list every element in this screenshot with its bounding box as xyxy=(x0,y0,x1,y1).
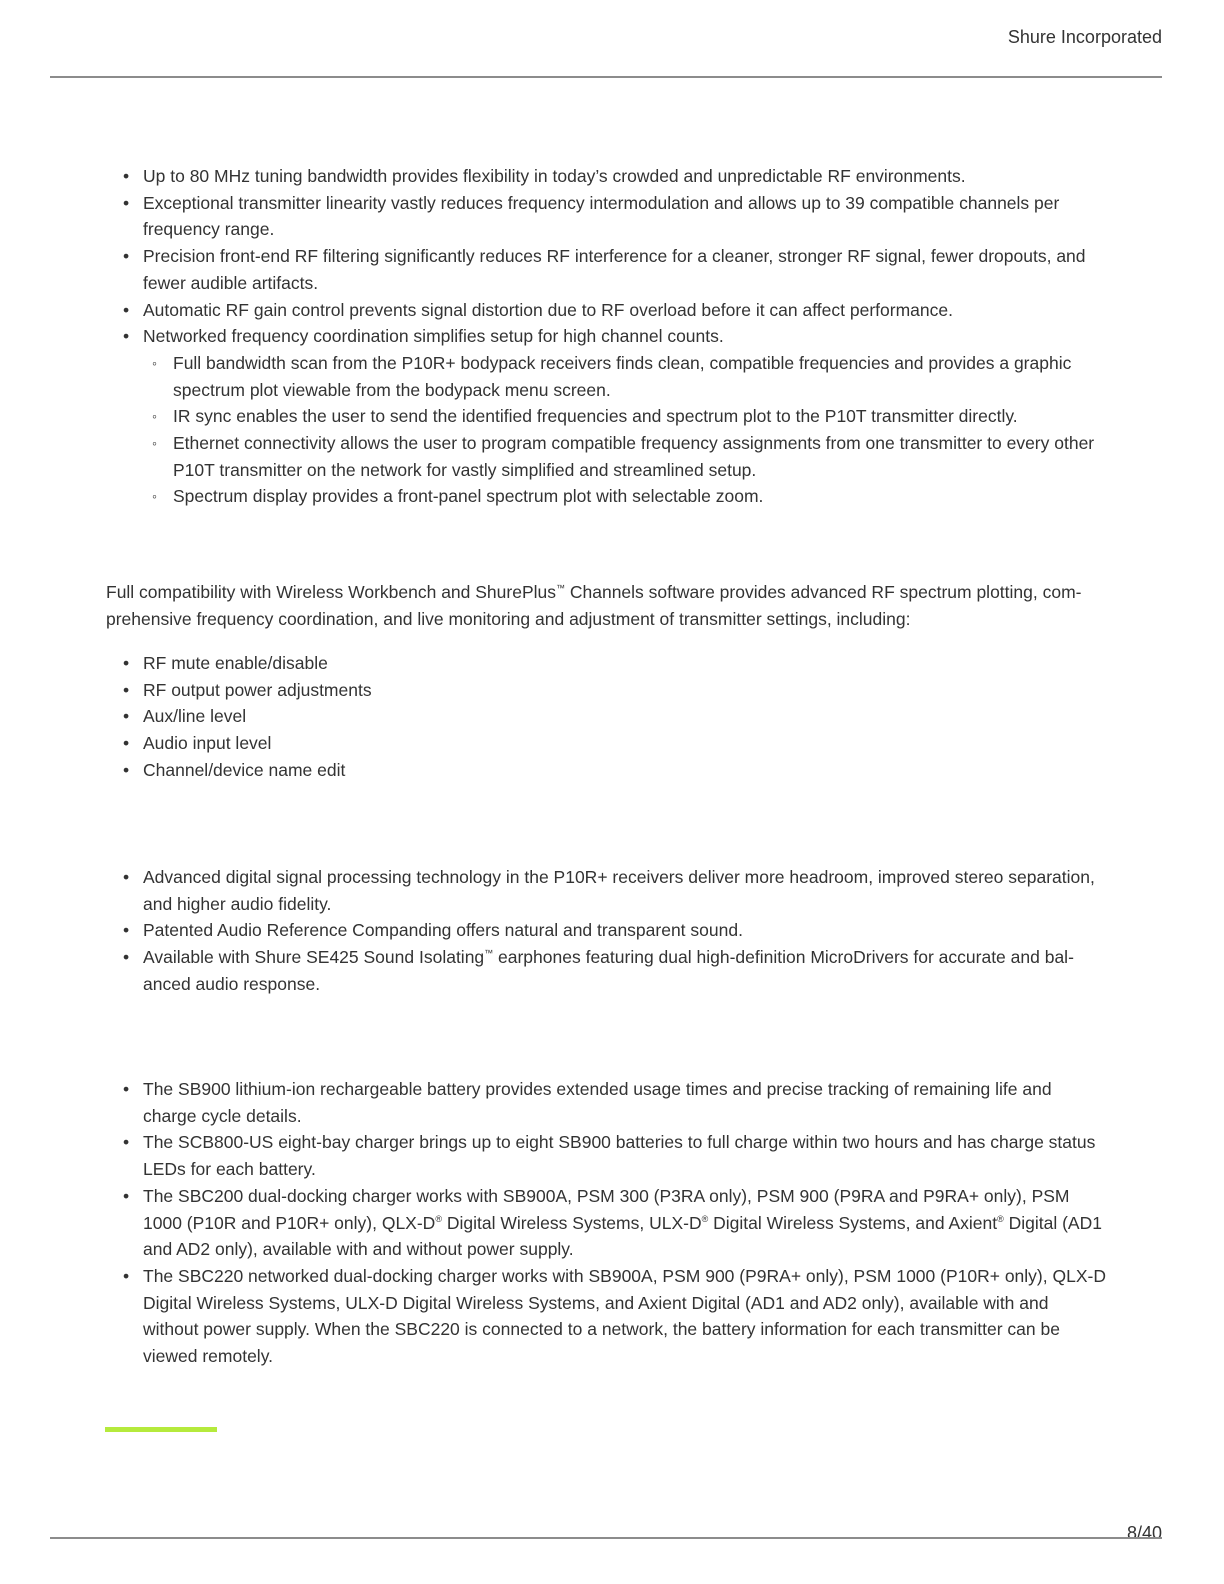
company-name: Shure Incorporated xyxy=(1007,27,1162,47)
trademark-symbol: ™ xyxy=(484,948,494,959)
list-item xyxy=(106,243,1106,296)
sublist-item-text: Spectrum display provides a front-panel spectrum plot with selectable zoom. xyxy=(173,486,764,507)
list-item-text: Aux/line level xyxy=(143,706,247,727)
list-item xyxy=(106,730,1106,757)
list-item xyxy=(106,323,1106,510)
software-paragraph xyxy=(106,579,1106,632)
list-item-text: Up to 80 MHz tuning bandwidth provides flexibility in today’s crowded and unpredictable RF environments. xyxy=(143,166,966,186)
list-item xyxy=(106,677,1106,704)
list-item-text: Advanced digital signal processing technology in the P10R+ receivers deliver more headroom, improved stereo separation, and higher audio fidelity. xyxy=(143,867,1095,914)
sublist-item-text: Full bandwidth scan from the P10R+ bodypack receivers finds clean, compatible frequencies and provides a graphic spectrum plot viewable from the bodypack menu screen. xyxy=(173,352,1072,400)
software-settings-list xyxy=(106,650,1106,784)
list-item xyxy=(106,757,1106,784)
list-item-text: Patented Audio Reference Companding offers natural and transparent sound. xyxy=(143,920,743,941)
list-item-text: Networked frequency coordination simplifies setup for high channel counts. xyxy=(143,326,724,347)
list-item xyxy=(106,864,1106,917)
list-item xyxy=(106,297,1106,324)
list-item xyxy=(106,944,1106,997)
list-item xyxy=(106,650,1106,677)
page-number: 8/40 xyxy=(1126,1523,1162,1543)
list-item xyxy=(106,703,1106,730)
list-item-text: Automatic RF gain control prevents signal distortion due to RF overload before it can affect performance. xyxy=(143,299,953,320)
list-item-text: The SCB800-US eight-bay charger brings up to eight SB900 batteries to full charge within two hours and has charge status LEDs for each battery. xyxy=(143,1132,1096,1180)
list-item-text: Exceptional transmitter linearity vastly reduces frequency intermodulation and allows up to 39 compatible channels per frequency range. xyxy=(143,192,1060,240)
list-item-text: Precision front-end RF filtering significantly reduces RF interference for a cleaner, stronger RF signal, fewer dropouts, and fewer audible artifacts. xyxy=(143,246,1086,293)
header-rule xyxy=(50,76,1162,78)
registered-symbol: ® xyxy=(997,1213,1004,1224)
audio-feature-list xyxy=(106,864,1106,998)
footer-rule xyxy=(50,1537,1162,1539)
list-item-text-continued: earphones featuring dual high-definition MicroDrivers for accurate and balanced audio response. xyxy=(143,947,1074,994)
sublist-item xyxy=(143,483,1106,510)
list-item xyxy=(106,1129,1106,1182)
list-item xyxy=(106,190,1106,243)
software-intro-text: Full compatibility with Wireless Workbench and ShurePlus xyxy=(106,582,556,602)
rf-feature-list xyxy=(106,163,1106,510)
list-item xyxy=(106,163,1106,190)
list-item xyxy=(106,1183,1106,1263)
coordination-sublist xyxy=(143,350,1106,510)
list-item-text: The SBC200 dual-docking charger works with SB900A, PSM 300 (P3RA only), PSM 900 (P9RA and P9RA+ only), PSM 1000 (P10R and P10R+ only), QLX-D xyxy=(143,1185,1070,1233)
list-item-text-continued: Digital (AD1 and AD2 only), available with and without power supply. xyxy=(143,1212,1102,1260)
accent-bar xyxy=(105,1427,217,1432)
list-item-text: Available with Shure SE425 Sound Isolating xyxy=(143,947,485,968)
sublist-item-text: Ethernet connectivity allows the user to program compatible frequency assignments from one transmitter to every other P10T transmitter on the network for vastly simplified and streamlined setup. xyxy=(173,433,1095,480)
list-item-text-continued: Digital Wireless Systems, ULX-D xyxy=(441,1212,702,1233)
sublist-item xyxy=(143,430,1106,483)
list-item xyxy=(106,1263,1106,1370)
list-item-text: RF output power adjustments xyxy=(143,679,372,700)
list-item-text: The SBC220 networked dual-docking charger works with SB900A, PSM 900 (P9RA+ only), PSM 1000 (P10R+ only), QLX-D Digital Wireless Systems, ULX-D Digital Wireless Systems, and Axient Digital (AD1 and AD2 only), available with and without power supply. When the SBC220 is connected to a network, the battery information for each transmitter can be viewed remotely. xyxy=(143,1265,1106,1367)
list-item-text: RF mute enable/disable xyxy=(143,653,328,673)
software-intro-continued: Channels software provides advanced RF spectrum plotting, comprehensive frequency coordination, and live monitoring and adjustment of transmitter settings, including: xyxy=(106,582,1082,629)
sublist-item xyxy=(143,403,1106,430)
registered-symbol: ® xyxy=(701,1213,709,1224)
power-feature-list xyxy=(106,1076,1106,1370)
list-item-text: The SB900 lithium-ion rechargeable battery provides extended usage times and precise tracking of remaining life and charge cycle details. xyxy=(143,1079,1052,1126)
list-item-text-continued: Digital Wireless Systems, and Axient xyxy=(708,1212,998,1233)
list-item-text: Channel/device name edit xyxy=(143,759,346,780)
trademark-symbol: ™ xyxy=(556,583,565,593)
list-item-text: Audio input level xyxy=(143,733,272,754)
list-item xyxy=(106,917,1106,944)
list-item xyxy=(106,1076,1106,1129)
sublist-item-text: IR sync enables the user to send the identified frequencies and spectrum plot to the P10T transmitter directly. xyxy=(173,406,1018,427)
registered-symbol: ® xyxy=(435,1213,442,1224)
sublist-item xyxy=(143,350,1106,403)
